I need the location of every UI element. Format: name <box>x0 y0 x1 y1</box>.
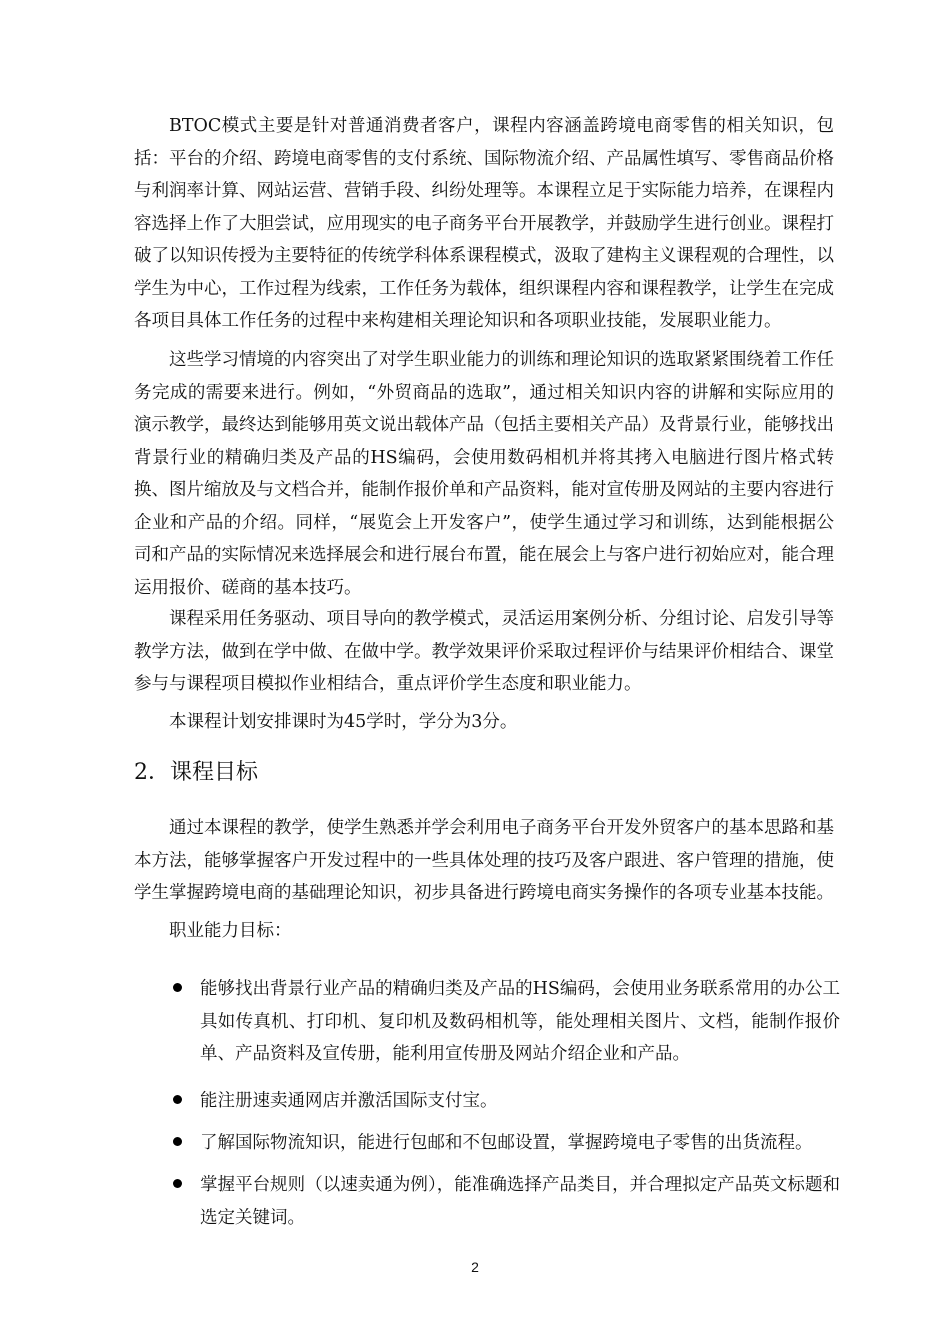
list-item <box>200 1169 840 1234</box>
list-item-text: 了解国际物流知识，能进行包邮和不包邮设置，掌握跨境电子零售的出货流程。 <box>200 1133 813 1153</box>
page-number: 2 <box>471 1259 479 1275</box>
bullet-icon <box>173 1137 182 1146</box>
paragraph-course-goals: 通过本课程的教学，使学生熟悉并学会利用电子商务平台开发外贸客户的基本思路和基本方法，能够掌握客户开发过程中的一些具体处理的技巧及客户跟进、客户管理的措施，使学生掌握跨境电商的基础理论知识，初步具备进行跨境电商实务操作的各项专业基本技能。 <box>134 818 834 903</box>
list-item <box>200 1085 840 1118</box>
list-item <box>200 973 840 1071</box>
bullet-icon <box>173 1095 182 1104</box>
bullet-icon <box>173 983 182 992</box>
paragraph-learning-situations: 这些学习情境的内容突出了对学生职业能力的训练和理论知识的选取紧紧围绕着工作任务完成的需要来进行。例如，“外贸商品的选取”，通过相关知识内容的讲解和实际应用的演示教学，最终达到能够用英文说出载体产品（包括主要相关产品）及背景行业，能够找出背景行业的精确归类及产品的HS编码，会使用数码相机并将其拷入电脑进行图片格式转换、图片缩放及与文档合并，能制作报价单和产品资料，能对宣传册及网站的主要内容进行企业和产品的介绍。同样，“展览会上开发客户”，使学生通过学习和训练，达到能根据公司和产品的实际情况来选择展会和进行展台布置，能在展会上与客户进行初始应对，能合理运用报价、磋商的基本技巧。 <box>134 350 834 598</box>
list-item <box>200 1127 840 1160</box>
bullet-icon <box>173 1179 182 1188</box>
list-item-text: 掌握平台规则（以速卖通为例），能准确选择产品类目，并合理拟定产品英文标题和选定关键词。 <box>200 1175 840 1228</box>
list-item-text: 能够找出背景行业产品的精确归类及产品的HS编码，会使用业务联系常用的办公工具如传真机、打印机、复印机及数码相机等，能处理相关图片、文档，能制作报价单、产品资料及宣传册，能利用宣传册及网站介绍企业和产品。 <box>200 979 840 1064</box>
list-item-text: 能注册速卖通网店并激活国际支付宝。 <box>200 1091 498 1111</box>
paragraph-btoc-intro: BTOC模式主要是针对普通消费者客户，课程内容涵盖跨境电商零售的相关知识，包括：平台的介绍、跨境电商零售的支付系统、国际物流介绍、产品属性填写、零售商品价格与利润率计算、网站运营、营销手段、纠纷处理等。本课程立足于实际能力培养，在课程内容选择上作了大胆尝试，应用现实的电子商务平台开展教学，并鼓励学生进行创业。课程打破了以知识传授为主要特征的传统学科体系课程模式，汲取了建构主义课程观的合理性，以学生为中心，工作过程为线索，工作任务为载体，组织课程内容和课程教学，让学生在完成各项目具体工作任务的过程中来构建相关理论知识和各项职业技能，发展职业能力。 <box>134 116 834 331</box>
paragraph-credit-hours: 本课程计划安排课时为45学时，学分为3分。 <box>169 712 518 732</box>
ability-goals-label: 职业能力目标： <box>169 921 292 941</box>
section-heading-course-goals: 2．课程目标 <box>134 760 258 785</box>
paragraph-teaching-mode: 课程采用任务驱动、项目导向的教学模式，灵活运用案例分析、分组讨论、启发引导等教学方法，做到在学中做、在做中学。教学效果评价采取过程评价与结果评价相结合、课堂参与与课程项目模拟作业相结合，重点评价学生态度和职业能力。 <box>134 609 834 694</box>
